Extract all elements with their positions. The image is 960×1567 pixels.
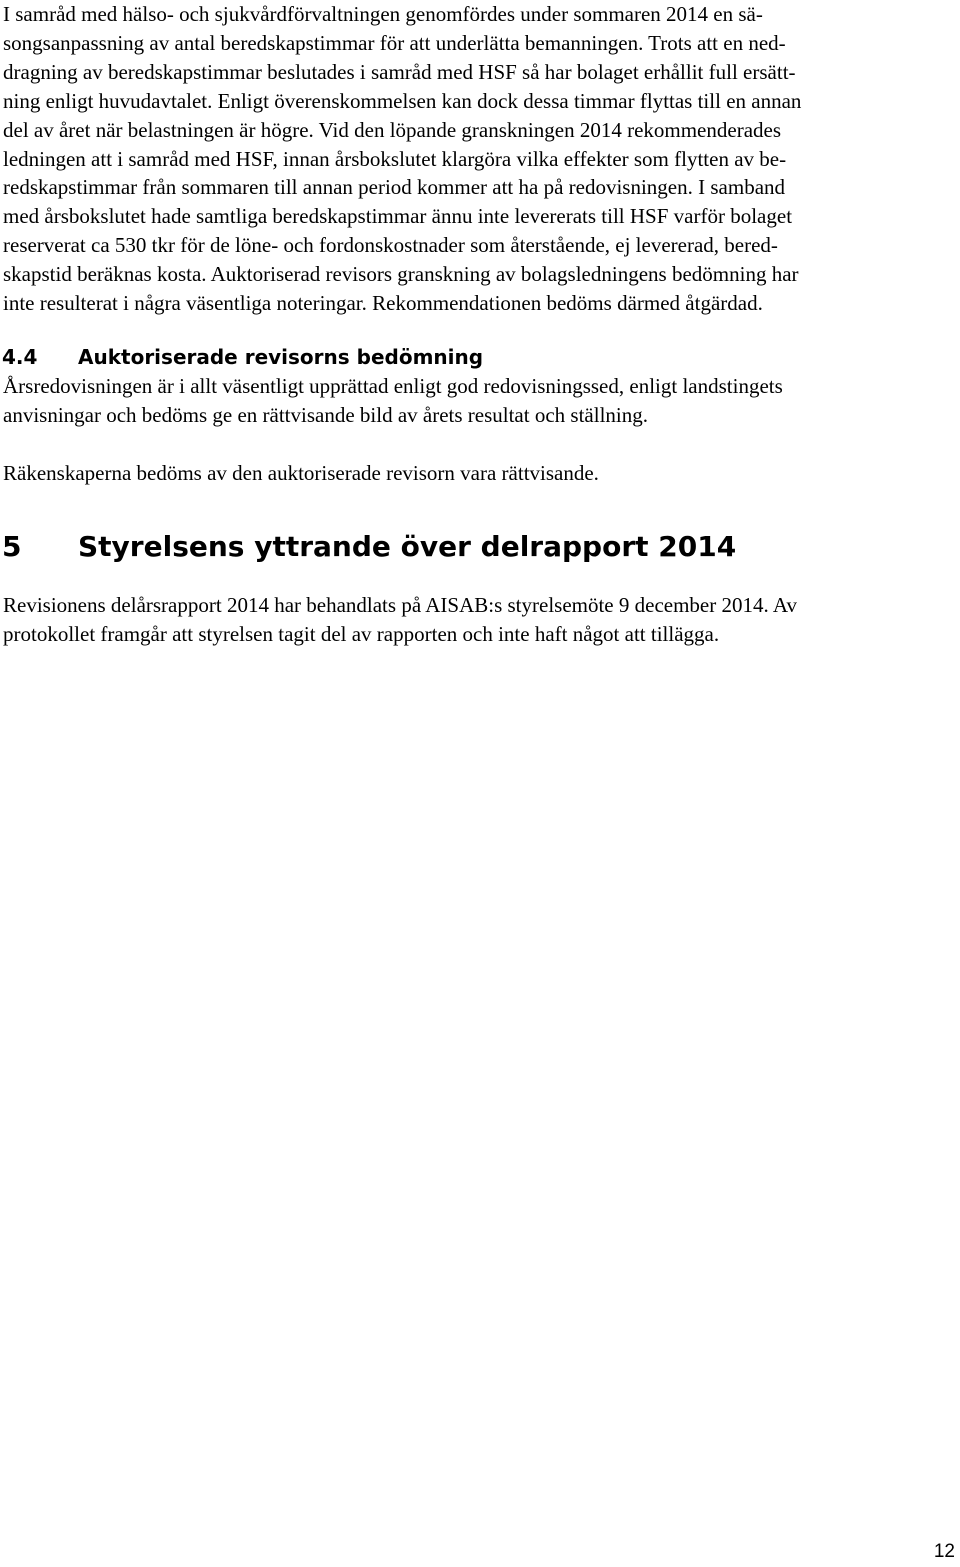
text-line: anvisningar och bedöms ge en rättvisande bild av årets resultat och ställning. <box>3 402 648 427</box>
text-line: ledningen att i samråd med HSF, innan årsbokslutet klargöra vilka effekter som flytten av be- <box>3 146 787 171</box>
text-line: Räkenskaperna bedöms av den auktoriserade revisorn vara rättvisande. <box>3 461 599 485</box>
text-line: protokollet framgår att styrelsen tagit del av rapporten och inte haft något att tillägga. <box>3 621 720 646</box>
paragraph-styrelsens-yttrande <box>3 591 955 649</box>
paragraph-rakenskaper <box>3 459 955 488</box>
text-line: Revisionens delårsrapport 2014 har behandlats på AISAB:s styrelsemöte 9 december 2014. Av <box>3 593 797 617</box>
paragraph-beredskap <box>3 0 955 318</box>
section-number: 4.4 <box>2 345 38 369</box>
text-line: ning enligt huvudavtalet. Enligt överenskommelsen kan dock dessa timmar flyttas till en annan <box>3 88 802 113</box>
paragraph-arsredovisning <box>3 372 955 430</box>
text-line: skapstid beräknas kosta. Auktoriserad revisors granskning av bolagsledningens bedömning har <box>3 262 799 287</box>
text-line: dragning av beredskapstimmar beslutades i samråd med HSF så har bolaget erhållit full ersätt- <box>3 59 796 84</box>
text-line: songsanpassning av antal beredskapstimmar för att underlätta bemanningen. Trots att en ned- <box>3 30 786 55</box>
section-heading-5 <box>2 528 736 566</box>
section-number: 5 <box>2 530 22 563</box>
text-line: redskapstimmar från sommaren till annan period kommer att ha på redovisningen. I samband <box>3 175 786 200</box>
text-line: I samråd med hälso- och sjukvårdförvaltningen genomfördes under sommaren 2014 en sä- <box>3 2 763 26</box>
text-line: del av året när belastningen är högre. Vid den löpande granskningen 2014 rekommenderades <box>3 117 782 142</box>
text-line: Årsredovisningen är i allt väsentligt upprättad enligt god redovisningssed, enligt landstingets <box>3 374 783 398</box>
text-line: inte resulterat i några väsentliga noteringar. Rekommendationen bedöms därmed åtgärdad. <box>3 291 763 316</box>
section-title: Styrelsens yttrande över delrapport 2014 <box>78 530 737 563</box>
section-title: Auktoriserade revisorns bedömning <box>78 345 484 369</box>
page-number: 12 <box>933 1541 955 1562</box>
text-line: reserverat ca 530 tkr för de löne- och fordonskostnader som återstående, ej levererad, bered- <box>3 233 778 258</box>
text-line: med årsbokslutet hade samtliga beredskapstimmar ännu inte levererats till HSF varför bolaget <box>3 204 793 229</box>
section-heading-4-4 <box>2 343 483 371</box>
